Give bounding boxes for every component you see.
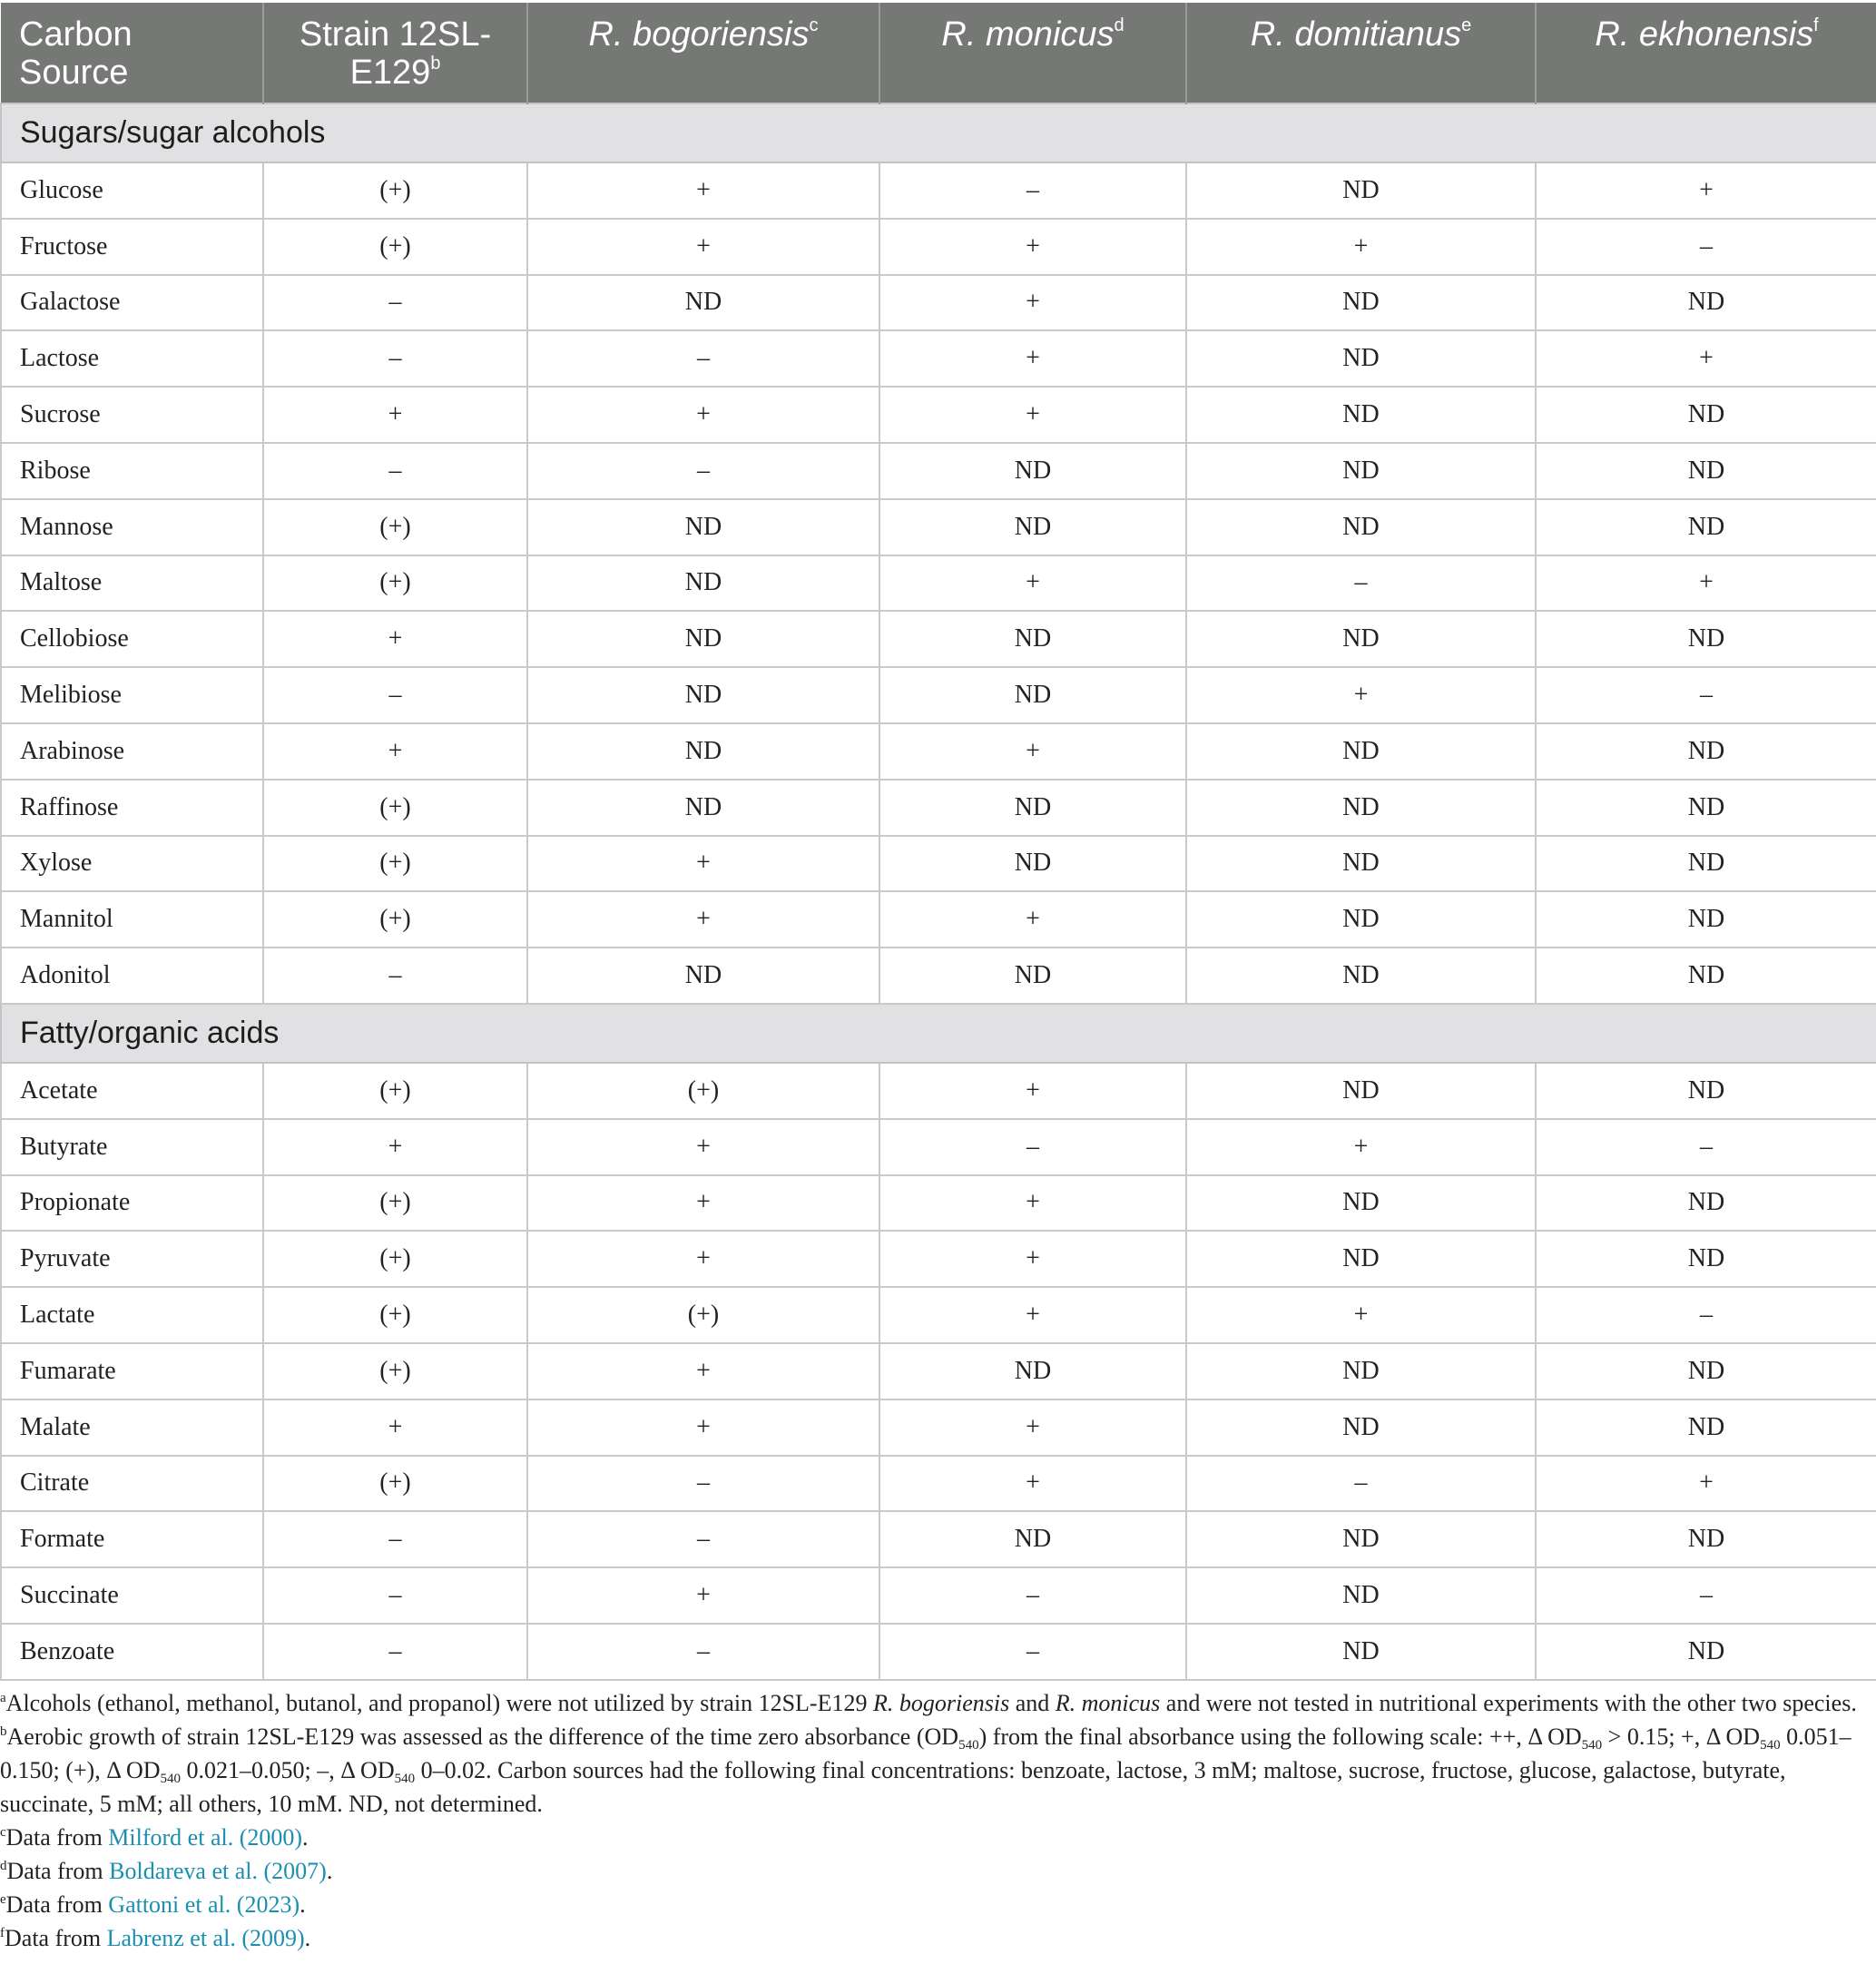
result-cell: ND xyxy=(1186,330,1536,387)
result-cell: + xyxy=(879,1456,1186,1512)
table-row xyxy=(1,387,1876,443)
table-row xyxy=(1,1175,1876,1232)
result-cell: ND xyxy=(1186,611,1536,667)
result-cell: + xyxy=(527,162,879,219)
result-cell: – xyxy=(263,948,527,1004)
result-cell: ND xyxy=(1186,891,1536,948)
result-cell: (+) xyxy=(263,836,527,892)
carbon-source-name: Lactose xyxy=(1,330,263,387)
result-cell: ND xyxy=(1186,1624,1536,1680)
result-cell: (+) xyxy=(263,1063,527,1119)
result-cell: – xyxy=(263,275,527,331)
table-body xyxy=(1,103,1876,1680)
result-cell: ND xyxy=(1536,443,1876,499)
result-cell: ND xyxy=(527,555,879,612)
result-cell: ND xyxy=(1536,387,1876,443)
result-cell: + xyxy=(879,1399,1186,1456)
carbon-source-name: Formate xyxy=(1,1511,263,1567)
result-cell: ND xyxy=(1536,948,1876,1004)
result-cell: (+) xyxy=(263,1456,527,1512)
result-cell: – xyxy=(1186,1456,1536,1512)
result-cell: ND xyxy=(1186,1175,1536,1232)
result-cell: – xyxy=(263,1567,527,1624)
footnote-b: $^b$Aerobic growth of strain 12SL-E129 was assessed as the difference of the time zero absorbance $(OD_{540})$ from the final absorbance using the following scale: ++, Δ $OD_{540} > 0.15$; +, Δ $OD_{540}$ 0.051–0.150; (+), Δ $OD_{540}$ 0.021–0.050; –, Δ $OD_{540}$ 0–0.02. Carbon sources had the following final concentrations: benzoate, lactose, 3 mM; maltose, sucrose, fructose, glucose, galactose, butyrate, succinate, 5 mM; all others, 10 mM. ND, not determined. xyxy=(0,1723,1851,1817)
result-cell: ND xyxy=(1536,275,1876,331)
result-cell: ND xyxy=(1536,1511,1876,1567)
table-row xyxy=(1,555,1876,612)
carbon-source-name: Succinate xyxy=(1,1567,263,1624)
result-cell: ND xyxy=(527,499,879,555)
carbon-source-name: Mannitol xyxy=(1,891,263,948)
result-cell: (+) xyxy=(263,499,527,555)
result-cell: + xyxy=(527,219,879,275)
table-row xyxy=(1,162,1876,219)
carbon-source-name: Glucose xyxy=(1,162,263,219)
result-cell: – xyxy=(263,667,527,723)
result-cell: ND xyxy=(1536,891,1876,948)
result-cell: ND xyxy=(879,443,1186,499)
result-cell: ND xyxy=(1186,1567,1536,1624)
result-cell: + xyxy=(879,275,1186,331)
section-title: Sugars/sugar alcohols xyxy=(1,103,1876,162)
table-row xyxy=(1,891,1876,948)
result-cell: ND xyxy=(1186,162,1536,219)
result-cell: – xyxy=(1536,667,1876,723)
result-cell: ND xyxy=(527,723,879,780)
header-strain-12sl-e129: Strain 12SL- E129$^b$ xyxy=(263,3,527,103)
result-cell: + xyxy=(879,555,1186,612)
result-cell: + xyxy=(527,1567,879,1624)
table-row xyxy=(1,1624,1876,1680)
carbon-source-name: Arabinose xyxy=(1,723,263,780)
result-cell: ND xyxy=(1186,948,1536,1004)
result-cell: (+) xyxy=(527,1287,879,1343)
table-row xyxy=(1,948,1876,1004)
table-row xyxy=(1,836,1876,892)
result-cell: + xyxy=(1536,555,1876,612)
result-cell: – xyxy=(527,1511,879,1567)
carbon-source-name: Propionate xyxy=(1,1175,263,1232)
result-cell: – xyxy=(1536,1119,1876,1175)
result-cell: ND xyxy=(1536,1063,1876,1119)
result-cell: + xyxy=(527,1343,879,1399)
result-cell: – xyxy=(527,443,879,499)
result-cell: + xyxy=(1186,1119,1536,1175)
result-cell: ND xyxy=(1536,723,1876,780)
footnote-a: $^a$Alcohols (ethanol, methanol, butanol, and propanol) were not utilized by strain 12SL-E129 R. bogoriensis and R. monicus and were not tested in nutritional experiments with the other two species. xyxy=(0,1690,1857,1716)
carbon-source-name: Malate xyxy=(1,1399,263,1456)
table-row xyxy=(1,1119,1876,1175)
result-cell: ND xyxy=(879,499,1186,555)
carbon-source-name: Adonitol xyxy=(1,948,263,1004)
table-row xyxy=(1,1287,1876,1343)
result-cell: – xyxy=(879,1567,1186,1624)
result-cell: ND xyxy=(1536,1343,1876,1399)
carbon-source-name: Benzoate xyxy=(1,1624,263,1680)
result-cell: (+) xyxy=(263,1175,527,1232)
result-cell: ND xyxy=(1186,1399,1536,1456)
carbon-source-table xyxy=(0,3,1876,1681)
result-cell: + xyxy=(1536,330,1876,387)
result-cell: ND xyxy=(1536,1231,1876,1287)
carbon-source-name: Fructose xyxy=(1,219,263,275)
result-cell: ND xyxy=(879,667,1186,723)
section-row xyxy=(1,1004,1876,1063)
table-row xyxy=(1,1511,1876,1567)
carbon-source-name: Melibiose xyxy=(1,667,263,723)
result-cell: + xyxy=(1186,667,1536,723)
table-row xyxy=(1,780,1876,836)
result-cell: + xyxy=(879,387,1186,443)
result-cell: ND xyxy=(1186,1343,1536,1399)
result-cell: ND xyxy=(1186,836,1536,892)
footnote-f: $^f$Data from Labrenz et al. (2009). xyxy=(0,1925,311,1951)
table-row xyxy=(1,330,1876,387)
table-row xyxy=(1,611,1876,667)
result-cell: ND xyxy=(1186,387,1536,443)
section-title: Fatty/organic acids xyxy=(1,1004,1876,1063)
table-row xyxy=(1,723,1876,780)
result-cell: + xyxy=(527,891,879,948)
table-row xyxy=(1,1399,1876,1456)
carbon-source-name: Sucrose xyxy=(1,387,263,443)
section-row xyxy=(1,103,1876,162)
result-cell: – xyxy=(1536,219,1876,275)
result-cell: ND xyxy=(527,948,879,1004)
result-cell: ND xyxy=(527,611,879,667)
carbon-source-name: Galactose xyxy=(1,275,263,331)
result-cell: (+) xyxy=(263,219,527,275)
reference-link-labrenz-2009[interactable]: Labrenz et al. (2009) xyxy=(106,1925,305,1951)
result-cell: – xyxy=(879,162,1186,219)
result-cell: ND xyxy=(1186,275,1536,331)
result-cell: + xyxy=(527,1119,879,1175)
header-r-ekhonensis: R. ekhonensis$^f$ xyxy=(1536,3,1876,103)
result-cell: – xyxy=(263,1624,527,1680)
carbon-source-name: Xylose xyxy=(1,836,263,892)
table-row xyxy=(1,667,1876,723)
table-row xyxy=(1,1343,1876,1399)
result-cell: – xyxy=(263,1511,527,1567)
reference-link-gattoni-2023[interactable]: Gattoni et al. (2023) xyxy=(108,1891,300,1918)
carbon-source-name: Pyruvate xyxy=(1,1231,263,1287)
result-cell: ND xyxy=(1536,499,1876,555)
result-cell: ND xyxy=(1186,723,1536,780)
result-cell: – xyxy=(879,1119,1186,1175)
carbon-source-name: Mannose xyxy=(1,499,263,555)
result-cell: + xyxy=(879,1175,1186,1232)
result-cell: + xyxy=(263,611,527,667)
result-cell: – xyxy=(263,443,527,499)
result-cell: ND xyxy=(879,948,1186,1004)
footnote-c: $^c$Data from Milford et al. (2000). xyxy=(0,1824,309,1851)
result-cell: + xyxy=(1186,219,1536,275)
result-cell: (+) xyxy=(263,891,527,948)
table-header-row xyxy=(1,3,1876,103)
result-cell: (+) xyxy=(263,780,527,836)
result-cell: + xyxy=(879,219,1186,275)
reference-link-milford-2000[interactable]: Milford et al. (2000) xyxy=(108,1824,303,1851)
result-cell: (+) xyxy=(527,1063,879,1119)
result-cell: – xyxy=(527,1456,879,1512)
carbon-source-name: Raffinose xyxy=(1,780,263,836)
reference-link-boldareva-2007[interactable]: Boldareva et al. (2007) xyxy=(109,1858,327,1884)
result-cell: (+) xyxy=(263,1231,527,1287)
result-cell: – xyxy=(1536,1287,1876,1343)
table-row xyxy=(1,1063,1876,1119)
result-cell: (+) xyxy=(263,162,527,219)
carbon-source-name: Maltose xyxy=(1,555,263,612)
result-cell: + xyxy=(879,723,1186,780)
result-cell: ND xyxy=(1536,1175,1876,1232)
result-cell: ND xyxy=(1186,1063,1536,1119)
result-cell: ND xyxy=(1536,1624,1876,1680)
header-r-monicus: R. monicus$^d$ xyxy=(879,3,1186,103)
table-row xyxy=(1,1231,1876,1287)
result-cell: ND xyxy=(879,1343,1186,1399)
carbon-source-name: Acetate xyxy=(1,1063,263,1119)
table-row xyxy=(1,499,1876,555)
carbon-source-name: Cellobiose xyxy=(1,611,263,667)
result-cell: + xyxy=(527,1175,879,1232)
result-cell: + xyxy=(527,1231,879,1287)
result-cell: ND xyxy=(1186,499,1536,555)
result-cell: + xyxy=(1186,1287,1536,1343)
result-cell: – xyxy=(1536,1567,1876,1624)
footnote-e: $^e$Data from Gattoni et al. (2023). xyxy=(0,1891,306,1918)
result-cell: ND xyxy=(1536,780,1876,836)
result-cell: ND xyxy=(527,780,879,836)
result-cell: ND xyxy=(1186,443,1536,499)
result-cell: ND xyxy=(1536,836,1876,892)
result-cell: ND xyxy=(1536,611,1876,667)
result-cell: – xyxy=(263,330,527,387)
result-cell: ND xyxy=(879,780,1186,836)
table-row xyxy=(1,1456,1876,1512)
result-cell: – xyxy=(879,1624,1186,1680)
table-row xyxy=(1,275,1876,331)
result-cell: + xyxy=(879,330,1186,387)
result-cell: (+) xyxy=(263,555,527,612)
result-cell: ND xyxy=(1186,780,1536,836)
result-cell: + xyxy=(263,387,527,443)
carbon-source-name: Citrate xyxy=(1,1456,263,1512)
carbon-source-name: Ribose xyxy=(1,443,263,499)
result-cell: + xyxy=(527,387,879,443)
result-cell: ND xyxy=(879,836,1186,892)
carbon-source-name: Fumarate xyxy=(1,1343,263,1399)
result-cell: + xyxy=(263,723,527,780)
result-cell: ND xyxy=(1186,1231,1536,1287)
result-cell: ND xyxy=(1186,1511,1536,1567)
header-carbon-source: Carbon Source xyxy=(1,3,263,103)
header-r-domitianus: R. domitianus$^e$ xyxy=(1186,3,1536,103)
result-cell: + xyxy=(527,1399,879,1456)
result-cell: ND xyxy=(527,667,879,723)
result-cell: + xyxy=(879,1231,1186,1287)
carbon-source-name: Butyrate xyxy=(1,1119,263,1175)
result-cell: ND xyxy=(879,1511,1186,1567)
result-cell: (+) xyxy=(263,1343,527,1399)
table-row xyxy=(1,443,1876,499)
result-cell: ND xyxy=(527,275,879,331)
result-cell: ND xyxy=(879,611,1186,667)
carbon-source-name: Lactate xyxy=(1,1287,263,1343)
result-cell: + xyxy=(263,1119,527,1175)
result-cell: (+) xyxy=(263,1287,527,1343)
table-row xyxy=(1,219,1876,275)
result-cell: + xyxy=(263,1399,527,1456)
result-cell: + xyxy=(879,891,1186,948)
result-cell: – xyxy=(527,330,879,387)
result-cell: + xyxy=(879,1063,1186,1119)
result-cell: + xyxy=(1536,1456,1876,1512)
result-cell: – xyxy=(527,1624,879,1680)
table-row xyxy=(1,1567,1876,1624)
footnote-d: $^d$Data from Boldareva et al. (2007). xyxy=(0,1858,333,1884)
result-cell: + xyxy=(527,836,879,892)
result-cell: – xyxy=(1186,555,1536,612)
result-cell: + xyxy=(1536,162,1876,219)
header-r-bogoriensis: R. bogoriensis$^c$ xyxy=(527,3,879,103)
result-cell: + xyxy=(879,1287,1186,1343)
table-footnotes xyxy=(0,1686,1876,1955)
result-cell: ND xyxy=(1536,1399,1876,1456)
